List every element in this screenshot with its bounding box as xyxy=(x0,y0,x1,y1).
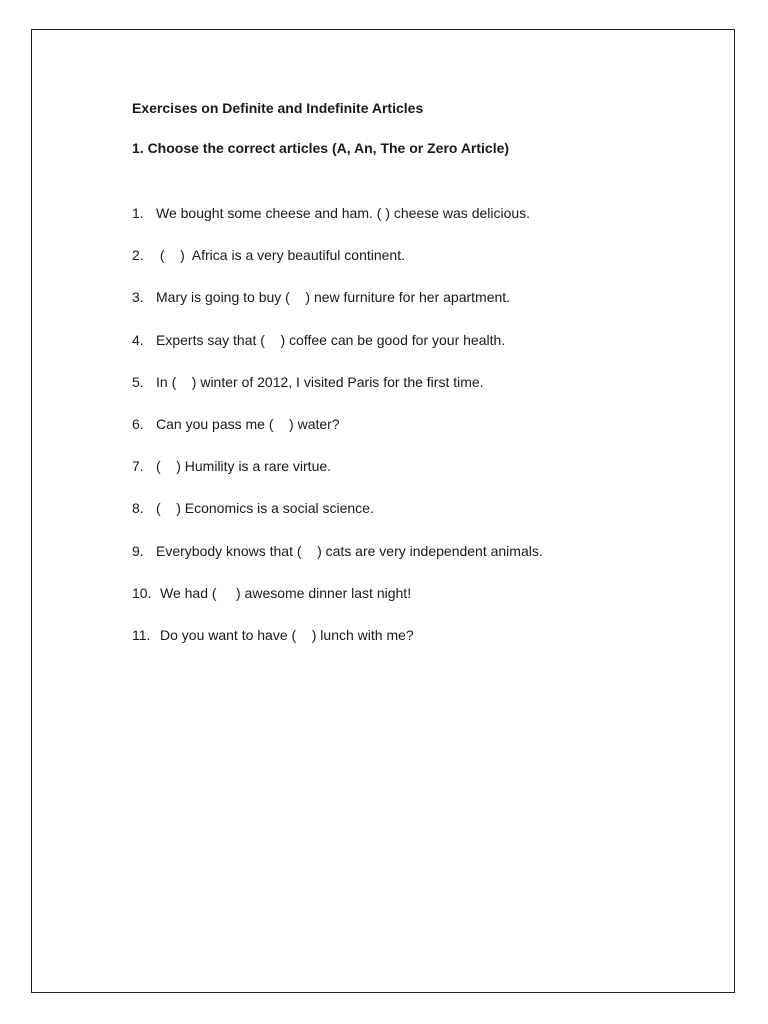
item-text: Can you pass me ( ) water? xyxy=(156,415,340,432)
list-item xyxy=(132,500,543,542)
item-text: ( ) Humility is a rare virtue. xyxy=(156,458,332,475)
item-number: 6. xyxy=(132,415,144,432)
list-item xyxy=(132,416,543,458)
item-number: 7. xyxy=(132,458,144,475)
list-item xyxy=(132,627,543,669)
item-text: We had ( ) awesome dinner last night! xyxy=(160,584,412,601)
item-number: 4. xyxy=(132,331,144,348)
item-text: ( ) Economics is a social science. xyxy=(156,500,374,517)
item-number: 3. xyxy=(132,289,144,306)
item-text: We bought some cheese and ham. ( ) cheese was delicious. xyxy=(156,205,531,221)
exercise-heading: 1. Choose the correct articles (A, An, The or Zero Article) xyxy=(132,140,510,156)
item-text: Do you want to have ( ) lunch with me? xyxy=(160,626,414,643)
item-text: Mary is going to buy ( ) new furniture for her apartment. xyxy=(156,289,511,306)
item-number: 8. xyxy=(132,500,144,517)
document-page xyxy=(31,29,735,993)
list-item xyxy=(132,332,543,374)
item-number: 5. xyxy=(132,373,144,390)
item-number: 2. xyxy=(132,247,144,264)
item-number: 9. xyxy=(132,542,144,559)
item-number: 11. xyxy=(132,626,151,643)
item-text: Everybody knows that ( ) cats are very independent animals. xyxy=(156,542,543,559)
list-item xyxy=(132,247,543,289)
item-text: In ( ) winter of 2012, I visited Paris for the first time. xyxy=(156,373,484,390)
item-number: 10. xyxy=(132,584,152,601)
item-number: 1. xyxy=(132,205,144,221)
list-item xyxy=(132,289,543,331)
list-item xyxy=(132,205,543,247)
document-title: Exercises on Definite and Indefinite Articles xyxy=(132,100,424,116)
list-item xyxy=(132,374,543,416)
list-item xyxy=(132,543,543,585)
exercise-list xyxy=(132,205,543,669)
list-item xyxy=(132,585,543,627)
item-text: Experts say that ( ) coffee can be good for your health. xyxy=(156,331,506,348)
list-item xyxy=(132,458,543,500)
item-text: ( ) Africa is a very beautiful continent. xyxy=(156,247,405,264)
